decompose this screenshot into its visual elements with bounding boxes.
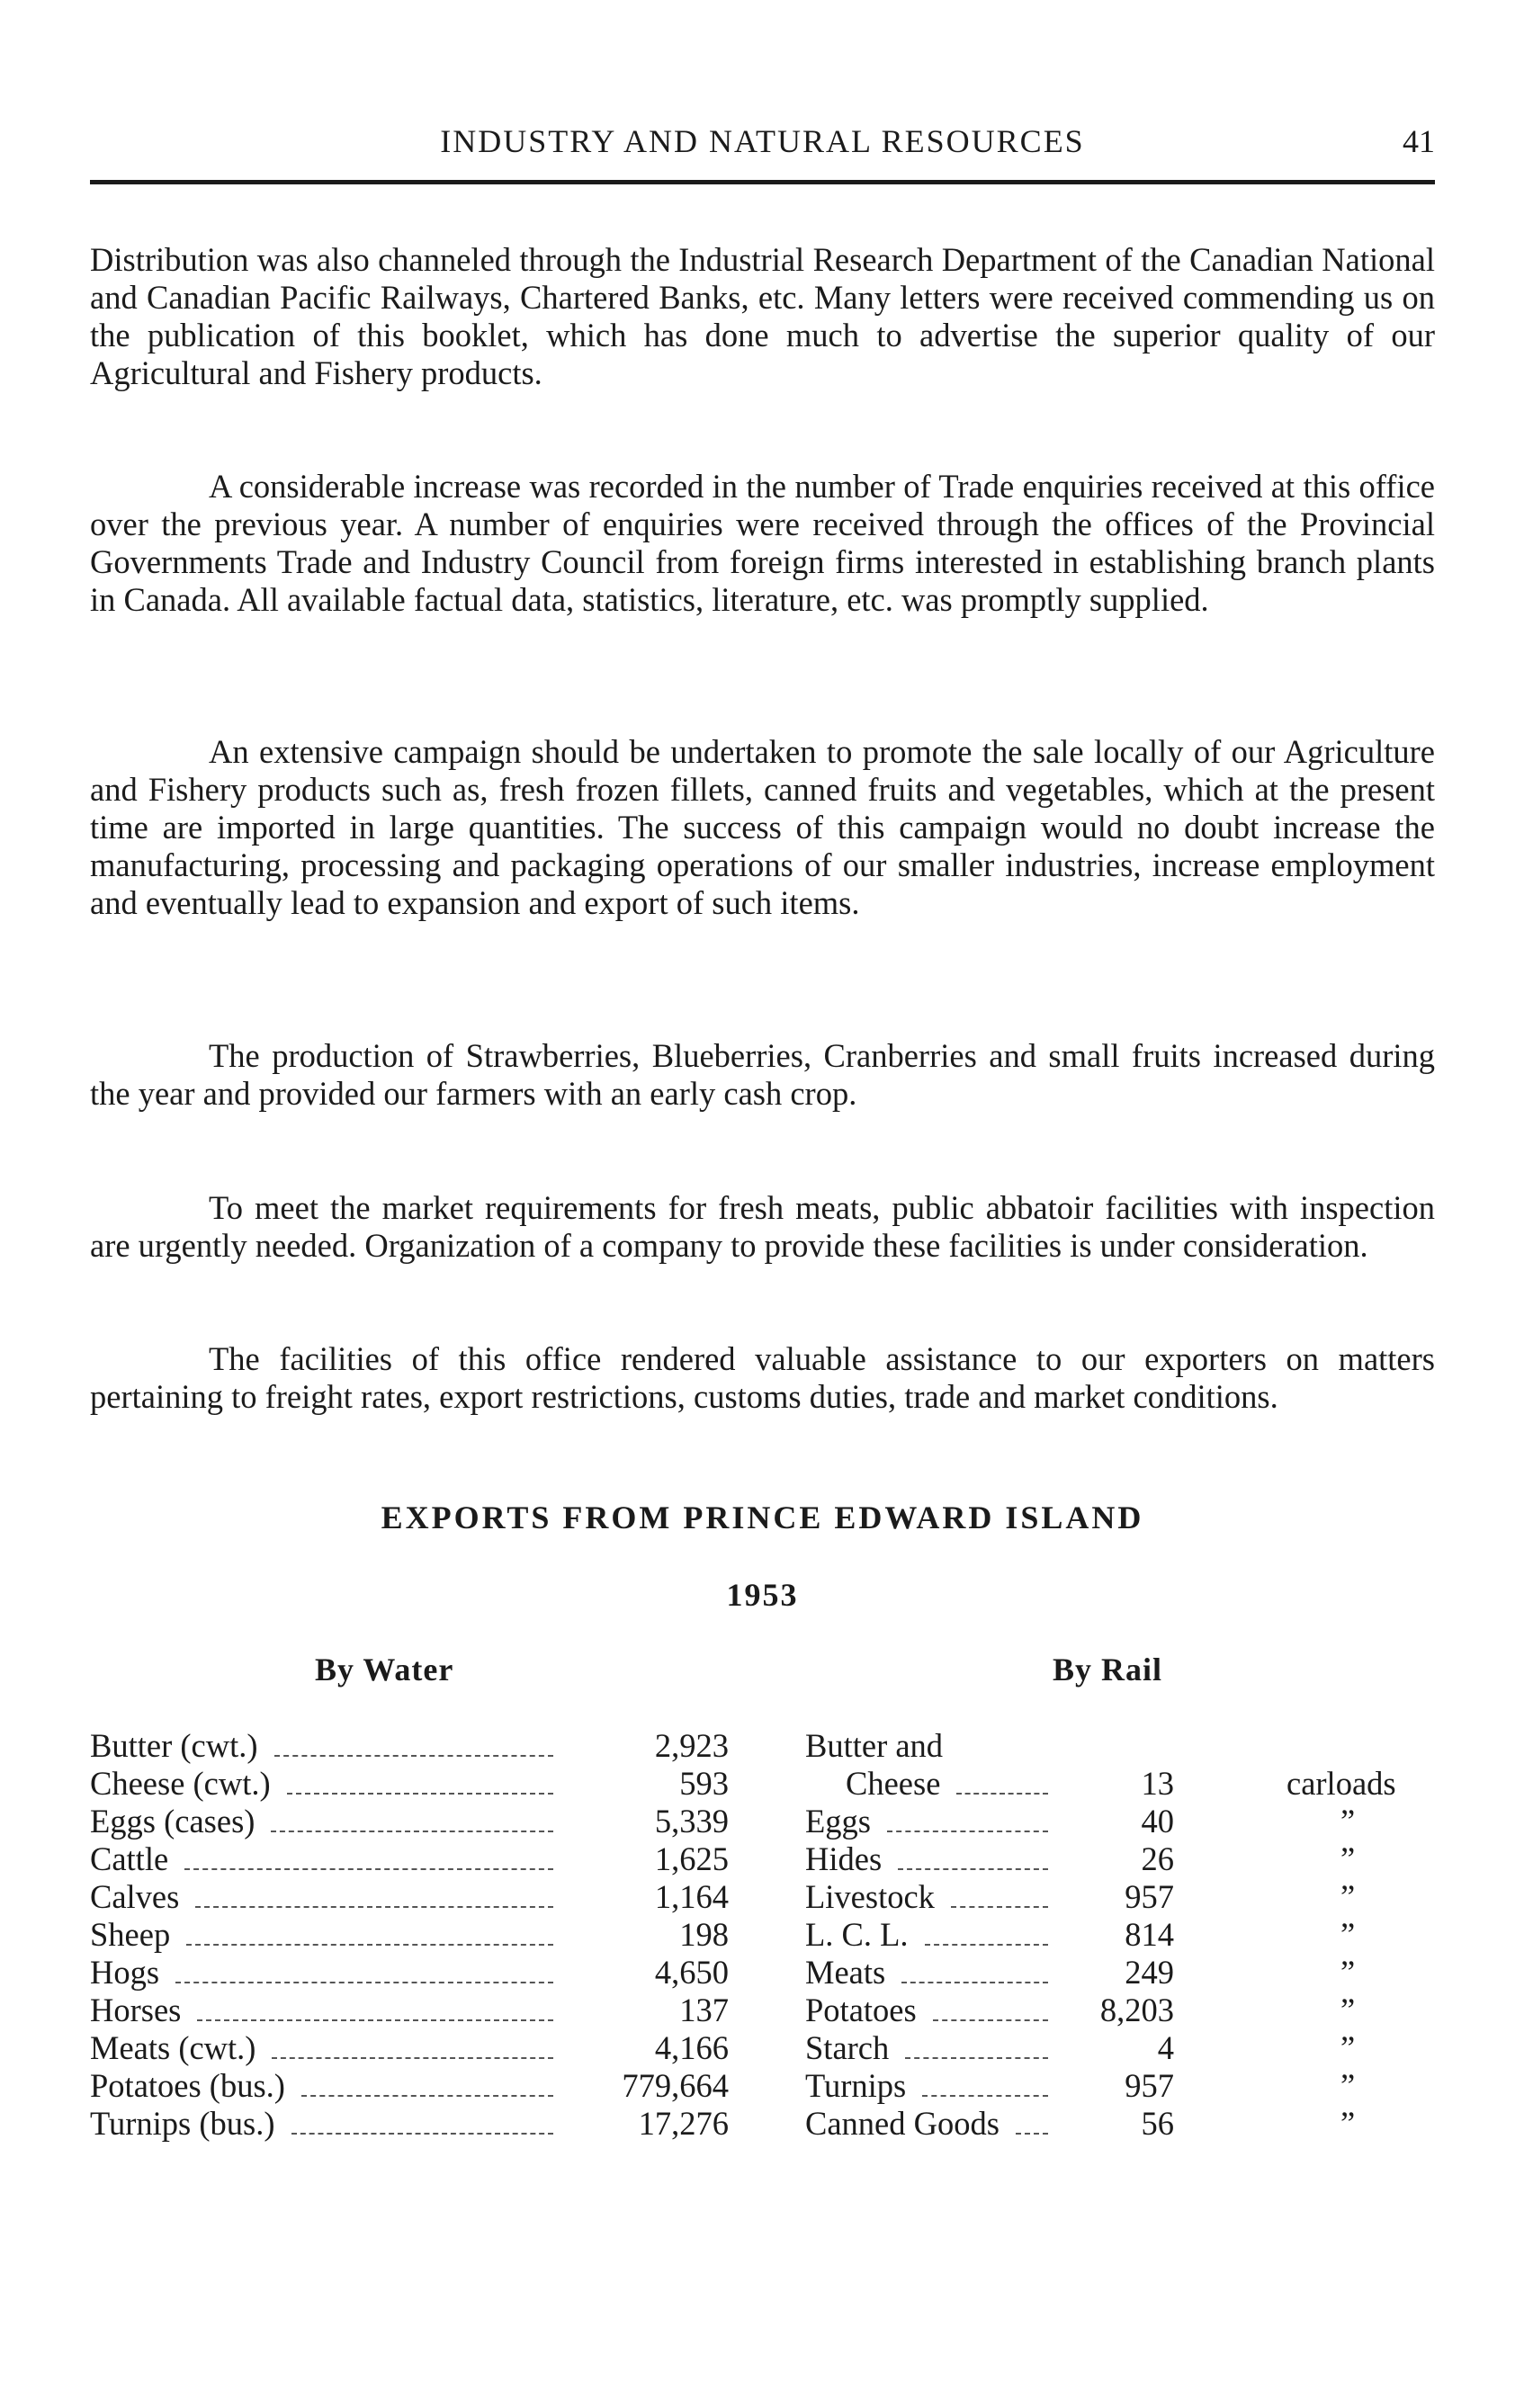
leader-dots: [197, 2019, 553, 2021]
rail-row-label: Hides: [805, 1840, 883, 1877]
rail-row-value: 249: [1125, 1954, 1174, 1991]
rail-row-label: Butter and: [805, 1727, 944, 1764]
water-row-label: Eggs (cases): [90, 1803, 255, 1840]
rail-row-value: 8,203: [1099, 1992, 1174, 2028]
leader-dots: [901, 1982, 1048, 1983]
leader-dots: [1016, 2133, 1048, 2135]
water-row-value: 4,650: [654, 1954, 729, 1991]
paragraph-4: The production of Strawberries, Blueberries, Cranberries and small fruits increased during the year and provided our farmers with an early cash crop.: [90, 1037, 1435, 1112]
leader-dots: [274, 1755, 553, 1757]
by-water-heading: By Water: [315, 1652, 454, 1687]
water-row-label: Cheese (cwt.): [90, 1765, 271, 1802]
water-row: [90, 1803, 729, 1840]
water-row: [90, 1992, 729, 2029]
rail-row-label: Turnips: [805, 2067, 907, 2104]
rail-row-label: Starch: [805, 2029, 890, 2066]
water-row-label: Turnips (bus.): [90, 2105, 275, 2142]
water-row: [90, 2105, 729, 2143]
paragraph-3: An extensive campaign should be undertaken to promote the sale locally of our Agriculture and Fishery products such as, fresh frozen fillets, canned fruits and vegetables, which at the present time are imported in large quantities. The success of this campaign would no doubt increase the manufacturing, processing and packaging operations of our smaller industries, increase employment and eventually lead to expansion and export of such items.: [90, 733, 1435, 921]
rail-row-label: Eggs: [805, 1803, 871, 1840]
rail-row-label: Canned Goods: [805, 2105, 1000, 2142]
water-row-label: Horses: [90, 1992, 182, 2028]
water-row-value: 779,664: [622, 2067, 729, 2104]
water-row-value: 1,164: [654, 1878, 729, 1915]
rail-row-unit: carloads: [1286, 1765, 1396, 1802]
rail-row: [805, 1803, 1444, 1840]
rail-row: [805, 1878, 1444, 1916]
leader-dots: [933, 2019, 1048, 2021]
paragraph-5: To meet the market requirements for fresh meats, public abbatoir facilities with inspection are urgently needed. Organization of a company to provide these facilities is under consideration.: [90, 1189, 1435, 1264]
rail-row-unit: ”: [1340, 1916, 1356, 1953]
water-row-label: Sheep: [90, 1916, 171, 1953]
rail-row-value: 957: [1125, 1878, 1174, 1915]
rail-row-unit: ”: [1340, 1840, 1356, 1877]
water-row: [90, 2029, 729, 2067]
leader-dots: [925, 1944, 1048, 1946]
rail-row-value: 56: [1141, 2105, 1174, 2142]
by-water-table: [90, 1727, 729, 2143]
water-row: [90, 1878, 729, 1916]
water-row: [90, 1916, 729, 1954]
rail-row-value: 814: [1125, 1916, 1174, 1953]
rail-row-unit: ”: [1340, 2029, 1356, 2066]
water-row-label: Potatoes (bus.): [90, 2067, 285, 2104]
running-title: INDUSTRY AND NATURAL RESOURCES: [440, 123, 1085, 159]
rail-row-label: Potatoes: [805, 1992, 917, 2028]
rail-row-value: 957: [1125, 2067, 1174, 2104]
rail-row-value: 4: [1157, 2029, 1174, 2066]
water-row-value: 137: [679, 1992, 729, 2028]
water-row-value: 4,166: [654, 2029, 729, 2066]
leader-dots: [887, 1831, 1048, 1832]
page-number: 41: [1403, 123, 1435, 159]
rail-row-unit: ”: [1340, 1992, 1356, 2028]
rail-row-unit: ”: [1340, 2105, 1356, 2142]
water-row-value: 2,923: [654, 1727, 729, 1764]
rail-row-value: 26: [1141, 1840, 1174, 1877]
water-row-label: Cattle: [90, 1840, 169, 1877]
rail-row: [805, 1840, 1444, 1878]
running-header: [90, 122, 1435, 167]
leader-dots: [291, 2133, 553, 2135]
by-rail-table: [805, 1727, 1444, 2143]
paragraph-6: The facilities of this office rendered valuable assistance to our exporters on matters pertaining to freight rates, export restrictions, customs duties, trade and market conditions.: [90, 1340, 1435, 1415]
rail-row: [805, 2029, 1444, 2067]
rail-row-label: Livestock: [805, 1878, 935, 1915]
leader-dots: [271, 1831, 553, 1832]
water-row-label: Butter (cwt.): [90, 1727, 258, 1764]
water-row: [90, 1727, 729, 1765]
exports-year: 1953: [726, 1577, 799, 1613]
water-row-value: 5,339: [654, 1803, 729, 1840]
rail-row: [805, 1765, 1444, 1803]
leader-dots: [272, 2057, 553, 2059]
rail-row-unit: ”: [1340, 1803, 1356, 1840]
water-row: [90, 2067, 729, 2105]
water-row: [90, 1765, 729, 1803]
paragraph-1: Distribution was also channeled through the Industrial Research Department of the Canadian National and Canadian Pacific Railways, Chartered Banks, etc. Many letters were received commending us on the publication of this booklet, which has done much to advertise the superior quality of our Agricultural and Fishery products.: [90, 241, 1435, 391]
water-row-value: 198: [679, 1916, 729, 1953]
water-row: [90, 1954, 729, 1992]
rail-row-label: L. C. L.: [805, 1916, 909, 1953]
header-rule: [90, 180, 1435, 184]
water-row-value: 17,276: [638, 2105, 729, 2142]
rail-row-value: 40: [1141, 1803, 1174, 1840]
water-row-value: 593: [679, 1765, 729, 1802]
rail-row: [805, 1954, 1444, 1992]
leader-dots: [184, 1868, 553, 1870]
water-row-label: Calves: [90, 1878, 180, 1915]
rail-row: [805, 2067, 1444, 2105]
water-row: [90, 1840, 729, 1878]
rail-row-label: Cheese: [846, 1765, 941, 1802]
water-row-value: 1,625: [654, 1840, 729, 1877]
leader-dots: [175, 1982, 553, 1983]
rail-row: [805, 1992, 1444, 2029]
leader-dots: [195, 1906, 553, 1908]
rail-row-first-line: [805, 1727, 1444, 1765]
rail-row: [805, 2105, 1444, 2143]
leader-dots: [922, 2095, 1048, 2097]
leader-dots: [956, 1793, 1048, 1795]
rail-row: [805, 1916, 1444, 1954]
by-rail-heading: By Rail: [1053, 1652, 1163, 1687]
rail-row-value: 13: [1141, 1765, 1174, 1802]
rail-row-unit: ”: [1340, 1954, 1356, 1991]
leader-dots: [186, 1944, 553, 1946]
paragraph-2: A considerable increase was recorded in the number of Trade enquiries received at this office over the previous year. A number of enquiries were received through the offices of the Provincial Governments Trade and Industry Council from foreign firms interested in establishing branch plants in Canada. All available factual data, statistics, literature, etc. was promptly supplied.: [90, 468, 1435, 618]
leader-dots: [287, 1793, 553, 1795]
rail-row-unit: ”: [1340, 2067, 1356, 2104]
water-row-label: Meats (cwt.): [90, 2029, 256, 2066]
leader-dots: [301, 2095, 553, 2097]
leader-dots: [905, 2057, 1048, 2059]
exports-title: EXPORTS FROM PRINCE EDWARD ISLAND: [381, 1499, 1144, 1535]
water-row-label: Hogs: [90, 1954, 160, 1991]
leader-dots: [898, 1868, 1048, 1870]
rail-row-unit: ”: [1340, 1878, 1356, 1915]
leader-dots: [951, 1906, 1048, 1908]
rail-row-label: Meats: [805, 1954, 886, 1991]
